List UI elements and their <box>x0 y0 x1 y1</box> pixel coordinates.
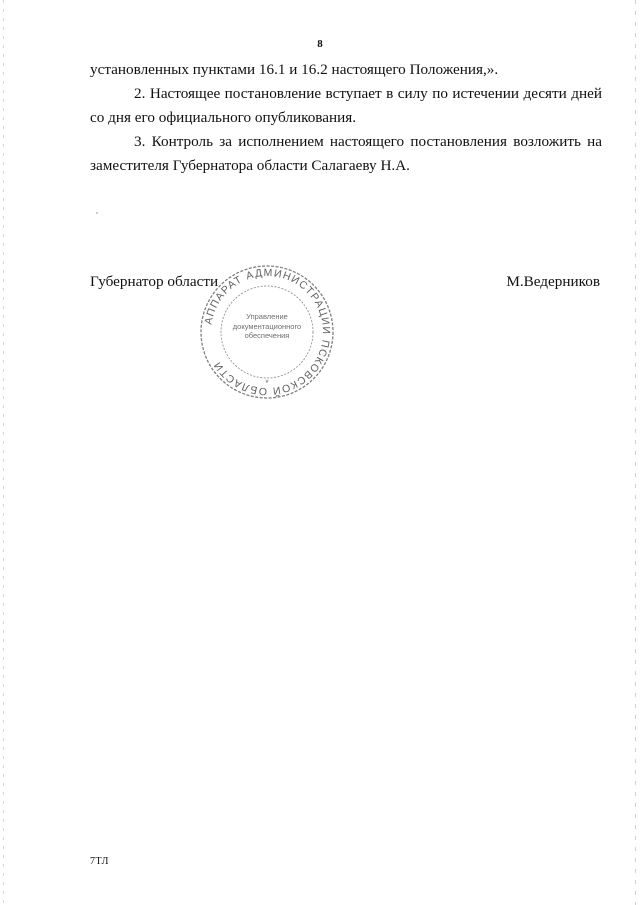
paragraph-3: 3. Контроль за исполнением настоящего постановления возложить на заместителя Губернатора области Салагаеву Н.А. <box>90 133 602 174</box>
paragraph-2: 2. Настоящее постановление вступает в силу по истечении десяти дней со дня его официального опубликования. <box>90 85 602 126</box>
seal-inner-text: Управление документационного обеспечения <box>232 312 302 340</box>
scan-edge-left <box>3 0 4 905</box>
paragraph-continuation: установленных пунктами 16.1 и 16.2 настоящего Положения,». <box>90 61 499 78</box>
footer-code: 7ТЛ <box>90 856 109 867</box>
signatory-name: М.Ведерников <box>506 273 600 290</box>
seal-outer-textpath: АППАРАТ АДМИНИСТРАЦИИ ПСКОВСКОЙ ОБЛАСТИ <box>202 266 333 398</box>
signatory-title: Губернатор области <box>90 273 219 290</box>
scan-edge-right <box>635 0 636 905</box>
document-body <box>90 58 602 178</box>
page-number: 8 <box>317 38 323 50</box>
official-seal-stamp <box>197 262 337 402</box>
scan-speck <box>96 212 98 214</box>
svg-text:*: * <box>265 378 269 388</box>
